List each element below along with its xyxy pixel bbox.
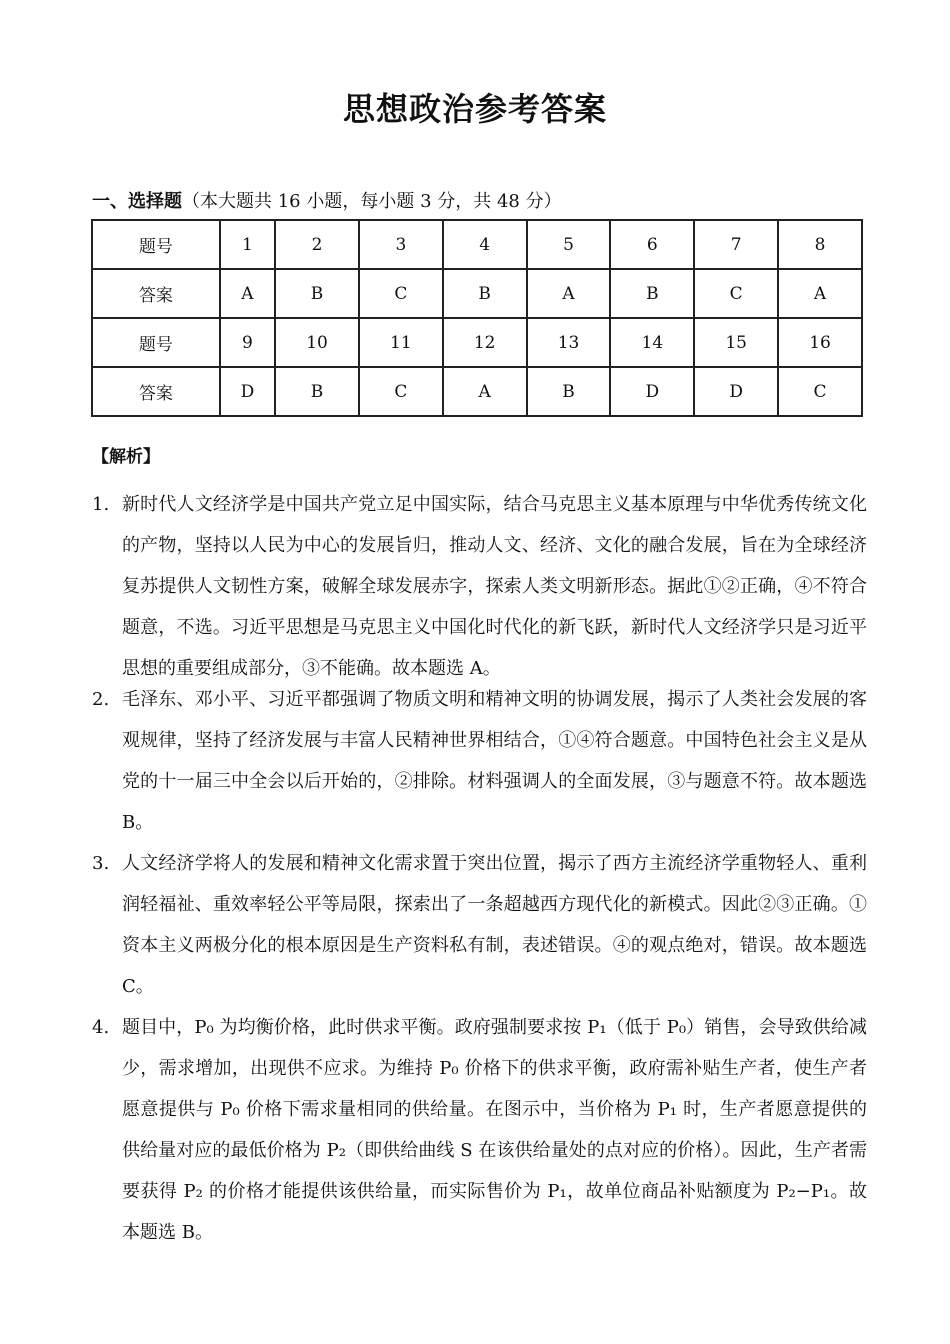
item-number: 1.	[92, 494, 110, 515]
section-heading	[92, 187, 562, 213]
analysis-item-3	[92, 843, 867, 1007]
answer-table	[91, 219, 863, 417]
table-cell: 11	[359, 318, 443, 367]
item-text: 题目中，P₀ 为均衡价格，此时供求平衡。政府强制要求按 P₁（低于 P₀）销售，会导致供给减少，需求增加，出现供不应求。为维持 P₀ 价格下的供求平衡，政府需补贴生产者，使生产者愿意提供与 P₀ 价格下需求量相同的供给量。在图示中，当价格为 P₁ 时，生产者愿意提供的供给量对应的最低价格为 P₂（即供给曲线 S 在该供给量处的点对应的价格）。因此，生产者需要获得 P₂ 的价格才能提供该供给量，而实际售价为 P₁，故单位商品补贴额度为 P₂−P₁。故本题选 B。	[122, 1017, 867, 1243]
table-cell: 9	[220, 318, 275, 367]
analysis-item-2	[92, 679, 867, 843]
table-cell: C	[359, 269, 443, 318]
page-title: 思想政治参考答案	[342, 90, 607, 128]
table-cell: B	[275, 367, 359, 416]
table-cell: 1	[220, 220, 275, 269]
table-cell: B	[275, 269, 359, 318]
analysis-label: 【解析】	[92, 447, 160, 467]
table-row	[92, 318, 862, 367]
table-cell: A	[220, 269, 275, 318]
item-number: 2.	[92, 689, 110, 710]
table-cell: 5	[527, 220, 611, 269]
table-row	[92, 269, 862, 318]
table-row	[92, 220, 862, 269]
table-cell: 2	[275, 220, 359, 269]
row-header-cell: 题号	[92, 318, 220, 367]
table-cell: 8	[778, 220, 862, 269]
table-cell: D	[610, 367, 694, 416]
table-cell: 16	[778, 318, 862, 367]
table-cell: C	[359, 367, 443, 416]
table-cell: 15	[694, 318, 778, 367]
row-header-cell: 题号	[92, 220, 220, 269]
analysis-item-1	[92, 484, 867, 689]
table-cell: 13	[527, 318, 611, 367]
table-cell: 7	[694, 220, 778, 269]
table-cell: C	[778, 367, 862, 416]
table-cell: 6	[610, 220, 694, 269]
row-header-cell: 答案	[92, 367, 220, 416]
item-text: 毛泽东、邓小平、习近平都强调了物质文明和精神文明的协调发展，揭示了人类社会发展的客观规律，坚持了经济发展与丰富人民精神世界相结合，①④符合题意。中国特色社会主义是从党的十一届三中全会以后开始的，②排除。材料强调人的全面发展，③与题意不符。故本题选 B。	[122, 689, 867, 833]
item-number: 4.	[92, 1017, 110, 1038]
table-cell: D	[220, 367, 275, 416]
analysis-item-4	[92, 1007, 867, 1253]
table-cell: 4	[443, 220, 527, 269]
table-cell: A	[443, 367, 527, 416]
table-cell: C	[694, 269, 778, 318]
table-cell: 14	[610, 318, 694, 367]
table-cell: 12	[443, 318, 527, 367]
item-number: 3.	[92, 853, 110, 874]
table-cell: B	[610, 269, 694, 318]
table-cell: 10	[275, 318, 359, 367]
table-row	[92, 367, 862, 416]
item-text: 人文经济学将人的发展和精神文化需求置于突出位置，揭示了西方主流经济学重物轻人、重利润轻福祉、重效率轻公平等局限，探索出了一条超越西方现代化的新模式。因此②③正确。①资本主义两极分化的根本原因是生产资料私有制，表述错误。④的观点绝对，错误。故本题选 C。	[122, 853, 867, 997]
section-note: （本大题共 16 小题，每小题 3 分，共 48 分）	[182, 191, 562, 212]
table-cell: B	[527, 367, 611, 416]
table-cell: A	[778, 269, 862, 318]
table-cell: D	[694, 367, 778, 416]
section-label: 一、选择题	[92, 191, 182, 212]
table-cell: A	[527, 269, 611, 318]
table-cell: B	[443, 269, 527, 318]
item-text: 新时代人文经济学是中国共产党立足中国实际，结合马克思主义基本原理与中华优秀传统文化的产物，坚持以人民为中心的发展旨归，推动人文、经济、文化的融合发展，旨在为全球经济复苏提供人文韧性方案，破解全球发展赤字，探索人类文明新形态。据此①②正确，④不符合题意，不选。习近平思想是马克思主义中国化时代化的新飞跃，新时代人文经济学只是习近平思想的重要组成部分，③不能确。故本题选 A。	[122, 494, 867, 679]
table-cell: 3	[359, 220, 443, 269]
row-header-cell: 答案	[92, 269, 220, 318]
